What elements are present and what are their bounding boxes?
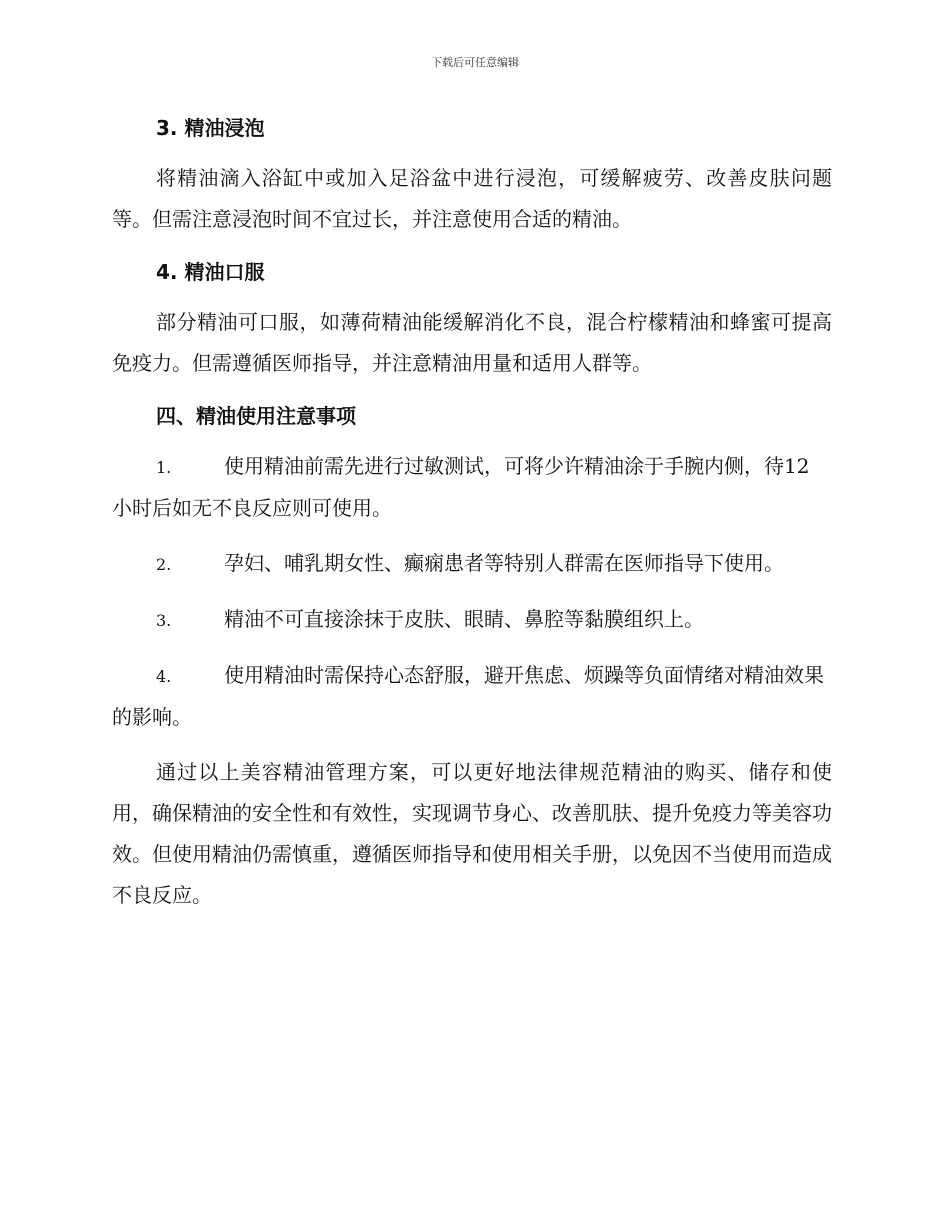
list-item-number: 3. xyxy=(156,611,172,630)
list-item-text: 使用精油时需保持心态舒服，避开焦虑、烦躁等负面情绪对精油效果的影响。 xyxy=(112,663,824,729)
paragraph-oral: 部分精油可口服，如薄荷精油能缓解消化不良，混合柠檬精油和蜂蜜可提高免疫力。但需遵循医师指导，并注意精油用量和适用人群等。 xyxy=(112,310,832,375)
section-heading-precautions: 四、精油使用注意事项 xyxy=(156,404,356,428)
list-item-number: 1. xyxy=(156,458,172,477)
list-item-number: 4. xyxy=(156,667,172,686)
page-header: 下载后可任意编辑 xyxy=(431,56,519,69)
list-item xyxy=(112,543,832,585)
list-item xyxy=(112,446,832,529)
paragraph-soaking: 将精油滴入浴缸中或加入足浴盆中进行浸泡，可缓解疲劳、改善皮肤问题等。但需注意浸泡时间不宜过长，并注意使用合适的精油。 xyxy=(112,166,832,231)
list-item-text: 精油不可直接涂抹于皮肤、眼睛、鼻腔等黏膜组织上。 xyxy=(224,607,704,631)
list-item-text: 使用精油前需先进行过敏测试，可将少许精油涂于手腕内侧，待12 小时后如无不良反应则可使用。 xyxy=(112,454,810,520)
document-body xyxy=(112,110,832,916)
list-item-number: 2. xyxy=(156,555,172,574)
list-item-text: 孕妇、哺乳期女性、癫痫患者等特别人群需在医师指导下使用。 xyxy=(224,551,784,575)
section-heading-oral: 4. 精油口服 xyxy=(156,260,265,284)
list-item xyxy=(112,655,832,738)
section-heading-soaking: 3. 精油浸泡 xyxy=(156,116,265,140)
paragraph-conclusion: 通过以上美容精油管理方案，可以更好地法律规范精油的购买、储存和使用，确保精油的安全性和有效性，实现调节身心、改善肌肤、提升免疫力等美容功效。但使用精油仍需慎重，遵循医师指导和使用相关手册，以免因不当使用而造成不良反应。 xyxy=(112,760,832,907)
list-item xyxy=(112,599,832,641)
